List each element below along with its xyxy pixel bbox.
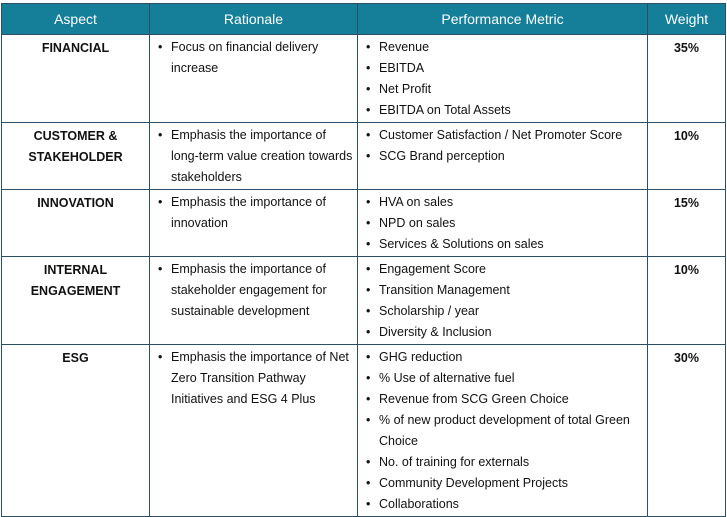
aspect-cell: INTERNAL ENGAGEMENT [2, 257, 150, 345]
rationale-cell-list [154, 192, 353, 234]
rationale-cell [150, 35, 358, 123]
metric-item: • NPD on sales [362, 213, 643, 234]
weight-cell: 10% [648, 123, 726, 190]
header-aspect: Aspect [2, 4, 150, 35]
weight-cell: 10% [648, 257, 726, 345]
table-row [2, 35, 726, 123]
aspect-cell: ESG [2, 345, 150, 517]
rationale-cell [150, 257, 358, 345]
table-body [2, 35, 726, 517]
metric-cell [358, 257, 648, 345]
metric-cell-list [362, 37, 643, 121]
metric-item: • HVA on sales [362, 192, 643, 213]
metric-item: • Scholarship / year [362, 301, 643, 322]
rationale-cell [150, 123, 358, 190]
aspect-cell: FINANCIAL [2, 35, 150, 123]
rationale-item: • Emphasis the importance of long-term value creation towards stakeholders [154, 125, 353, 188]
rationale-cell [150, 345, 358, 517]
metric-item: • Revenue from SCG Green Choice [362, 389, 643, 410]
table-row [2, 257, 726, 345]
header-performance-metric: Performance Metric [358, 4, 648, 35]
metric-cell-list [362, 125, 643, 167]
rationale-item: • Focus on financial delivery increase [154, 37, 353, 79]
table-row [2, 345, 726, 517]
weight-cell: 35% [648, 35, 726, 123]
rationale-cell-list [154, 37, 353, 79]
header-weight: Weight [648, 4, 726, 35]
metric-item: • EBITDA [362, 58, 643, 79]
rationale-item: • Emphasis the importance of innovation [154, 192, 353, 234]
metric-cell [358, 123, 648, 190]
metric-item: • Revenue [362, 37, 643, 58]
metric-item: • % of new product development of total Green Choice [362, 410, 643, 452]
aspect-cell: INNOVATION [2, 190, 150, 257]
rationale-cell-list [154, 259, 353, 322]
metric-item: • % Use of alternative fuel [362, 368, 643, 389]
metric-item: • GHG reduction [362, 347, 643, 368]
metric-item: • Engagement Score [362, 259, 643, 280]
metric-cell-list [362, 259, 643, 343]
table-header-row [2, 4, 726, 35]
metric-item: • No. of training for externals [362, 452, 643, 473]
rationale-cell [150, 190, 358, 257]
metric-item: • Community Development Projects [362, 473, 643, 494]
metric-item: • Diversity & Inclusion [362, 322, 643, 343]
metric-cell [358, 190, 648, 257]
table-row [2, 123, 726, 190]
rationale-item: • Emphasis the importance of stakeholder engagement for sustainable development [154, 259, 353, 322]
metric-cell-list [362, 192, 643, 255]
aspect-cell: CUSTOMER & STAKEHOLDER [2, 123, 150, 190]
weight-cell: 15% [648, 190, 726, 257]
table-row [2, 190, 726, 257]
metric-cell-list [362, 347, 643, 515]
rationale-cell-list [154, 347, 353, 410]
kpi-weight-table [1, 3, 726, 517]
metric-item: • Customer Satisfaction / Net Promoter Score [362, 125, 643, 146]
metric-item: • EBITDA on Total Assets [362, 100, 643, 121]
metric-item: • Transition Management [362, 280, 643, 301]
weight-cell: 30% [648, 345, 726, 517]
metric-item: • SCG Brand perception [362, 146, 643, 167]
metric-cell [358, 35, 648, 123]
metric-cell [358, 345, 648, 517]
metric-item: • Services & Solutions on sales [362, 234, 643, 255]
header-rationale: Rationale [150, 4, 358, 35]
rationale-item: • Emphasis the importance of Net Zero Transition Pathway Initiatives and ESG 4 Plus [154, 347, 353, 410]
metric-item: • Net Profit [362, 79, 643, 100]
rationale-cell-list [154, 125, 353, 188]
metric-item: • Collaborations [362, 494, 643, 515]
